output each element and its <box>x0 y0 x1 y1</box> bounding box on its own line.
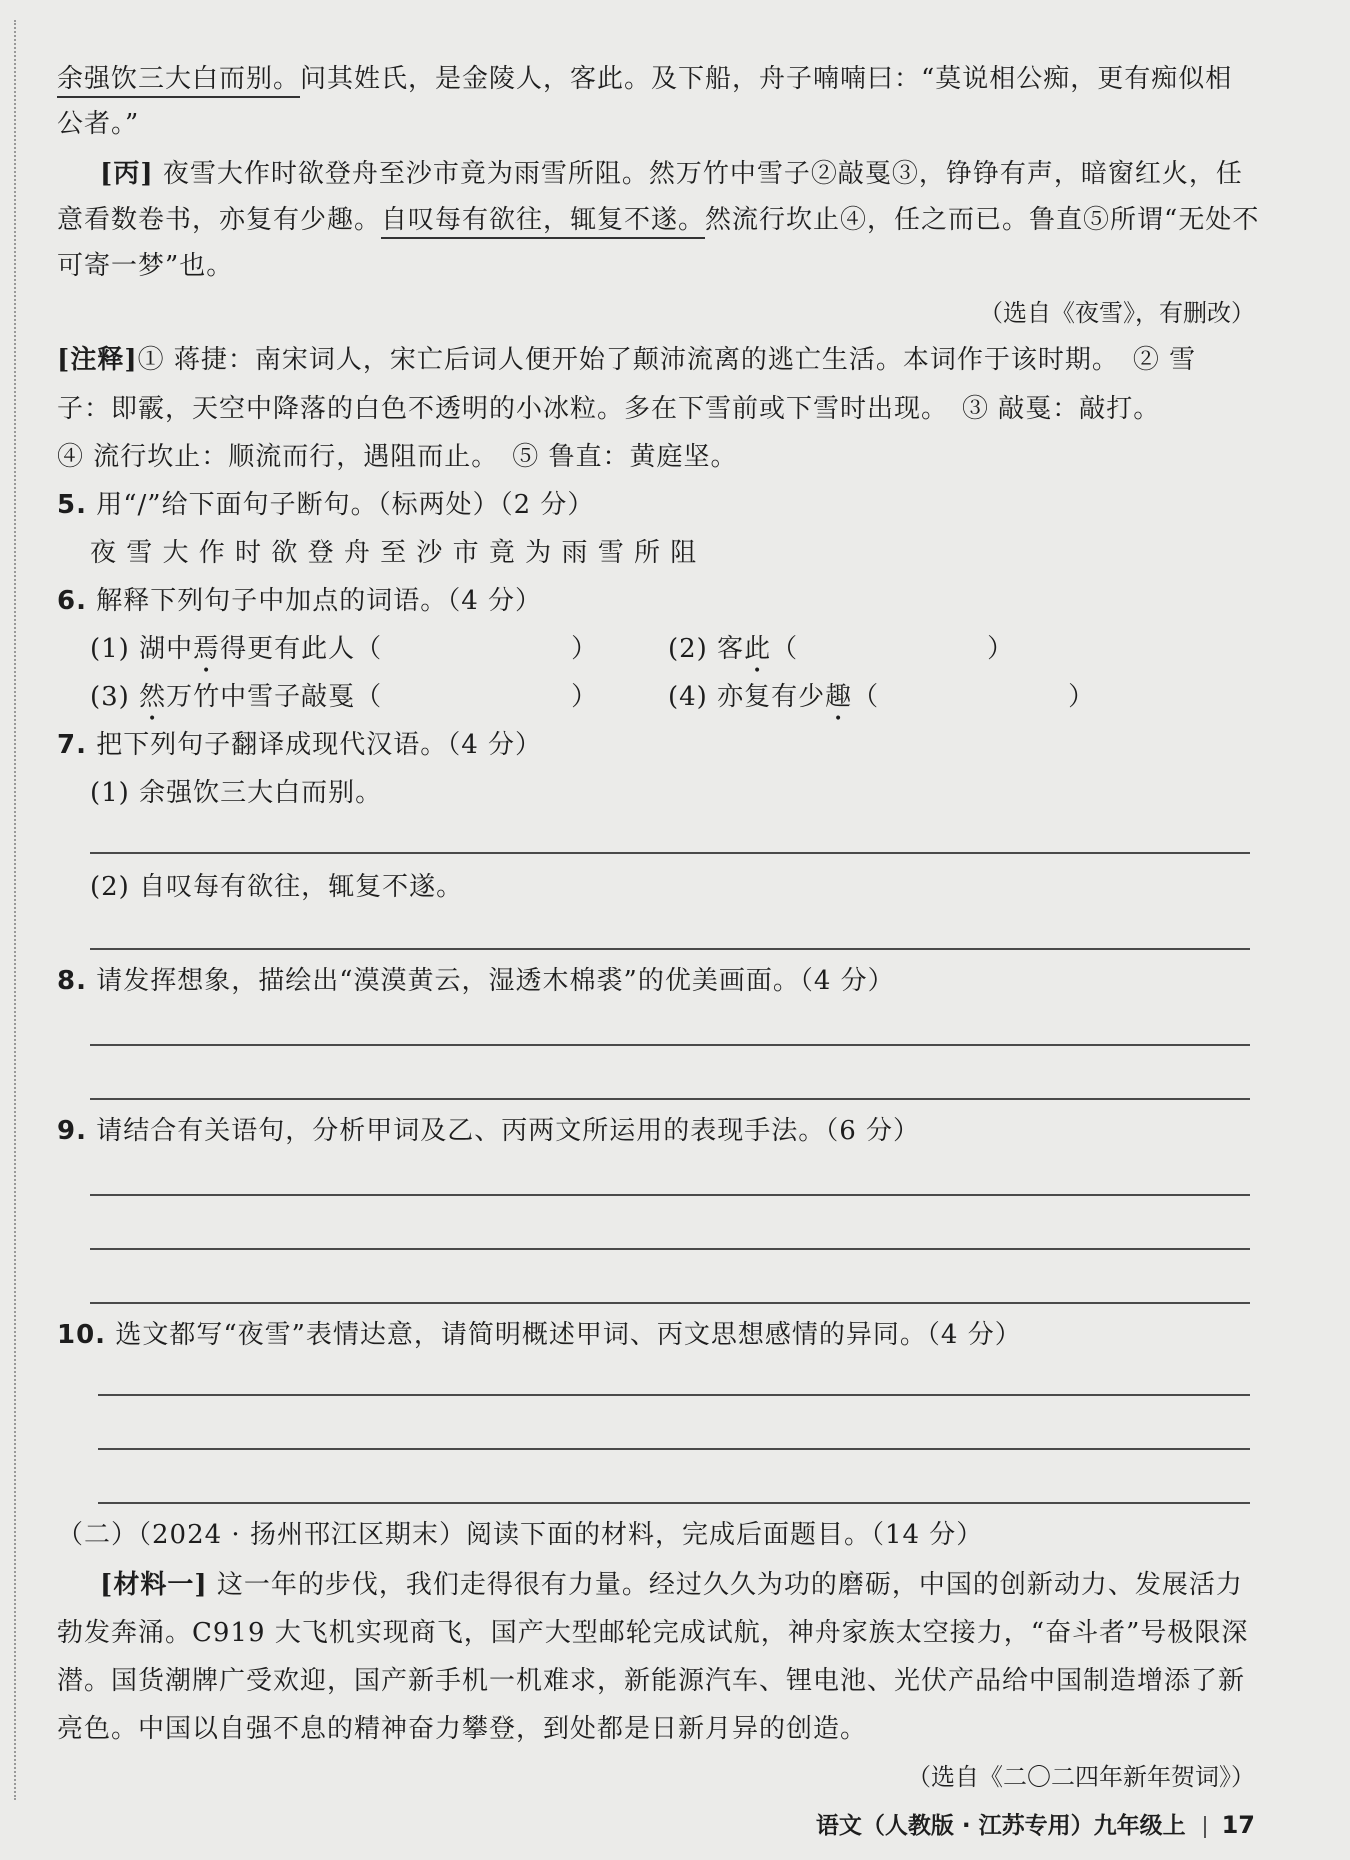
passage-bing-line-1: [丙] 夜雪大作时欲登舟至沙市竟为雨雪所阻。然万竹中雪子②敲戛③，铮铮有声，暗窗红火，任 <box>100 159 1243 189</box>
question-6-item-3: (3) 然万竹中雪子敲戛（ ） <box>90 682 599 712</box>
material-1-line-4: 亮色。中国以自强不息的精神奋力攀登，到处都是日新月异的创造。 <box>57 1714 868 1744</box>
passage-line-1: 余强饮三大白而别。问其姓氏，是金陵人，客此。及下船，舟子喃喃曰：“莫说相公痴，更有痴似相 <box>57 62 1232 96</box>
question-6-item-2: (2) 客此（ ） <box>668 634 1015 664</box>
material-1-line-1: [材料一] 这一年的步伐，我们走得很有力量。经过久久为功的磨砺，中国的创新动力、发展活力 <box>100 1570 1243 1600</box>
page-footer <box>816 1808 1255 1843</box>
dotted-word: 此 <box>744 634 772 664</box>
question-9: 9. 请结合有关语句，分析甲词及乙、丙两文所运用的表现手法。（6 分） <box>57 1116 921 1146</box>
answer-line-7-1[interactable] <box>90 852 1250 854</box>
passage-source: （选自《夜雪》，有删改） <box>979 299 1255 327</box>
passage-bing-line-2: 意看数卷书，亦复有少趣。自叹每有欲往，辄复不遂。然流行坎止④，任之而已。鲁直⑤所谓“无处不 <box>57 203 1259 237</box>
passage-line-2: 公者。” <box>57 109 140 139</box>
page-number: 17 <box>1221 1811 1255 1839</box>
material-1-line-3: 潜。国货潮牌广受欢迎，国产新手机一机难求，新能源汽车、锂电池、光伏产品给中国制造增添了新 <box>57 1666 1246 1696</box>
question-8: 8. 请发挥想象，描绘出“漠漠黄云，湿透木棉裘”的优美画面。（4 分） <box>57 966 895 996</box>
answer-line-7-2[interactable] <box>90 948 1250 950</box>
question-6-item-4: (4) 亦复有少趣（ ） <box>668 682 1096 712</box>
question-6: 6. 解释下列句子中加点的词语。（4 分） <box>57 586 543 616</box>
question-7: 7. 把下列句子翻译成现代汉语。（4 分） <box>57 730 543 760</box>
notes-tag: 注释 <box>70 345 125 375</box>
answer-line-9-2[interactable] <box>90 1248 1250 1250</box>
question-5-sentence: 夜 雪 大 作 时 欲 登 舟 至 沙 市 竟 为 雨 雪 所 阻 <box>90 538 698 568</box>
notes-line-2: 子：即霰，天空中降落的白色不透明的小冰粒。多在下雪前或下雪时出现。 ③ 敲戛：敲打。 <box>57 394 1161 424</box>
question-7-sentence-2: (2) 自叹每有欲往，辄复不遂。 <box>90 872 464 902</box>
question-10: 10. 选文都写“夜雪”表情达意，请简明概述甲词、丙文思想感情的异同。（4 分） <box>57 1320 1022 1350</box>
question-5: 5. 用“/”给下面句子断句。（标两处）（2 分） <box>57 490 595 520</box>
question-6-item-1: (1) 湖中焉得更有此人（ ） <box>90 634 599 664</box>
question-7-sentence-1: (1) 余强饮三大白而别。 <box>90 778 383 808</box>
material-source: （选自《二〇二四年新年贺词》） <box>907 1763 1255 1791</box>
answer-line-8-2[interactable] <box>90 1098 1250 1100</box>
answer-line-8-1[interactable] <box>90 1044 1250 1046</box>
answer-line-9-3[interactable] <box>90 1302 1250 1304</box>
passage-bing-line-3: 可寄一梦”也。 <box>57 251 234 281</box>
dotted-word: 然 <box>139 682 167 712</box>
notes-line-3: ④ 流行坎止：顺流而行，遇阻而止。 ⑤ 鲁直：黄庭坚。 <box>57 442 738 472</box>
dotted-word: 焉 <box>193 634 221 664</box>
book-title: 语文（人教版 · 江苏专用）九年级上 <box>815 1813 1186 1839</box>
binding-margin-line <box>14 20 16 1800</box>
answer-line-9-1[interactable] <box>90 1194 1250 1196</box>
answer-line-10-2[interactable] <box>98 1448 1250 1450</box>
answer-line-10-1[interactable] <box>98 1394 1250 1396</box>
section-2-header: （二）（2024 · 扬州邗江区期末）阅读下面的材料，完成后面题目。（14 分） <box>57 1520 984 1550</box>
notes-line-1: [注释]① 蒋捷：南宋词人，宋亡后词人便开始了颠沛流离的逃亡生活。本词作于该时期。 ② 雪 <box>57 345 1197 375</box>
underlined-sentence-2: 自叹每有欲往，辄复不遂。 <box>381 205 705 239</box>
dotted-word: 趣 <box>825 682 853 712</box>
bing-tag: 丙 <box>113 159 141 189</box>
material-tag: 材料一 <box>113 1570 195 1600</box>
answer-line-10-3[interactable] <box>98 1502 1250 1504</box>
material-1-line-2: 勃发奔涌。C919 大飞机实现商飞，国产大型邮轮完成试航，神舟家族太空接力，“奋斗者”号极限深 <box>57 1618 1249 1648</box>
underlined-sentence-1: 余强饮三大白而别。 <box>57 64 300 98</box>
